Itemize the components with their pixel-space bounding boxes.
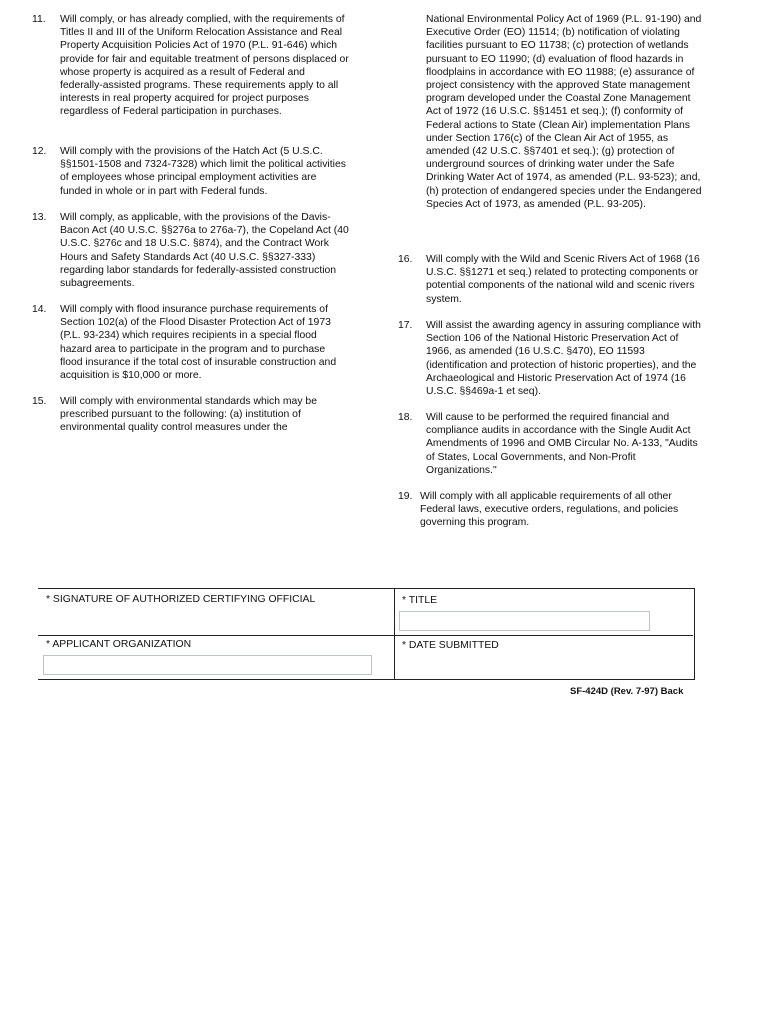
assurance-item-18 <box>398 411 703 490</box>
item-number: 12. <box>32 146 47 157</box>
applicant-organization-label: * APPLICANT ORGANIZATION <box>46 639 192 650</box>
item-text: Will comply with the Wild and Scenic Rivers Act of 1968 (16 U.S.C. §§1271 et seq.) related to protecting components or potential components of the national wild and scenic rivers system. <box>426 254 700 305</box>
item-number: 19. <box>398 491 413 502</box>
title-label: * TITLE <box>402 595 438 606</box>
assurance-item-11 <box>32 13 350 145</box>
applicant-organization-field[interactable] <box>43 655 372 675</box>
item-number: 15. <box>32 396 47 407</box>
item-number: 17. <box>398 320 413 331</box>
assurance-item-13 <box>32 211 350 303</box>
date-submitted-label: * DATE SUBMITTED <box>402 640 499 651</box>
item-text: Will cause to be performed the required financial and compliance audits in accordance with the Single Audit Act Amendments of 1996 and OMB Circular No. A-133, "Audits of States, Local Governments, and Non-Profit Organizations." <box>426 412 698 476</box>
left-column <box>32 13 350 435</box>
signature-label: * SIGNATURE OF AUTHORIZED CERTIFYING OFFICIAL <box>46 594 316 605</box>
item-text: Will comply with environmental standards which may be prescribed pursuant to the following: (a) institution of environmental quality control measures under the <box>60 396 317 434</box>
assurance-item-15 <box>32 395 350 435</box>
signature-block <box>38 588 695 680</box>
assurance-item-12 <box>32 145 350 211</box>
right-column <box>398 13 703 530</box>
item-text: Will comply with all applicable requirements of all other Federal laws, executive orders, regulations, and policies governing this program. <box>420 491 679 529</box>
form-number: SF-424D (Rev. 7-97) Back <box>570 686 684 697</box>
item-text: Will comply, or has already complied, with the requirements of Titles II and III of the Uniform Relocation Assistance and Real Property Acquisition Policies Act of 1970 (P.L. 91-646) which provide for fair and equitable treatment of persons displaced or whose property is acquired as a result of Federal and federally-assisted programs. These requirements apply to all interests in real property acquired for project purposes regardless of Federal participation in purchases. <box>60 14 349 118</box>
item-number: 16. <box>398 254 413 265</box>
item-text: National Environmental Policy Act of 1969 (P.L. 91-190) and Executive Order (EO) 11514; (b) notification of violating facilities pursuant to EO 11738; (c) protection of wetlands pursuant to EO 11990; (d) evaluation of flood hazards in floodplains in accordance with EO 11988; (e) assurance of project consistency with the approved State management program developed under the Coastal Zone Management Act of 1972 (16 U.S.C. §§1451 et seq.); (f) conformity of Federal actions to State (Clean Air) implementation Plans under Section 176(c) of the Clean Air Act of 1955, as amended (42 U.S.C. §§7401 et seq.); (g) protection of underground sources of drinking water under the Safe Drinking Water Act of 1974, as amended (P.L. 93-523); and, (h) protection of endangered species under the Endangered Species Act of 1973, as amended (P.L. 93-205). <box>426 14 702 210</box>
assurance-item-14 <box>32 303 350 395</box>
item-text: Will comply with the provisions of the Hatch Act (5 U.S.C. §§1501-1508 and 7324-7328) which limit the political activities of employees whose principal employment activities are funded in whole or in part with Federal funds. <box>60 146 346 197</box>
item-number: 18. <box>398 412 413 423</box>
assurance-item-19 <box>398 490 703 530</box>
assurance-item-17 <box>398 319 703 411</box>
item-text: Will assist the awarding agency in assuring compliance with Section 106 of the National Historic Preservation Act of 1966, as amended (16 U.S.C. §470), EO 11593 (identification and protection of historic properties), and the Archaeological and Historic Preservation Act of 1974 (16 U.S.C. §§469a-1 et seq). <box>426 320 701 398</box>
item-number: 14. <box>32 304 47 315</box>
assurance-item-16 <box>398 253 703 319</box>
item-text: Will comply, as applicable, with the provisions of the Davis-Bacon Act (40 U.S.C. §§276a to 276a-7), the Copeland Act (40 U.S.C. §276c and 18 U.S.C. §874), and the Contract Work Hours and Safety Standards Act (40 U.S.C. §§327-333) regarding labor standards for federally-assisted construction subagreements. <box>60 212 349 290</box>
title-field[interactable] <box>399 611 650 631</box>
assurance-item-15-continued <box>398 13 703 253</box>
item-number: 13. <box>32 212 47 223</box>
item-text: Will comply with flood insurance purchase requirements of Section 102(a) of the Flood Disaster Protection Act of 1973 (P.L. 93-234) which requires recipients in a special flood hazard area to participate in the program and to purchase flood insurance if the total cost of insurable construction and acquisition is $10,000 or more. <box>60 304 337 382</box>
item-number: 11. <box>32 14 46 25</box>
divider <box>38 635 693 636</box>
